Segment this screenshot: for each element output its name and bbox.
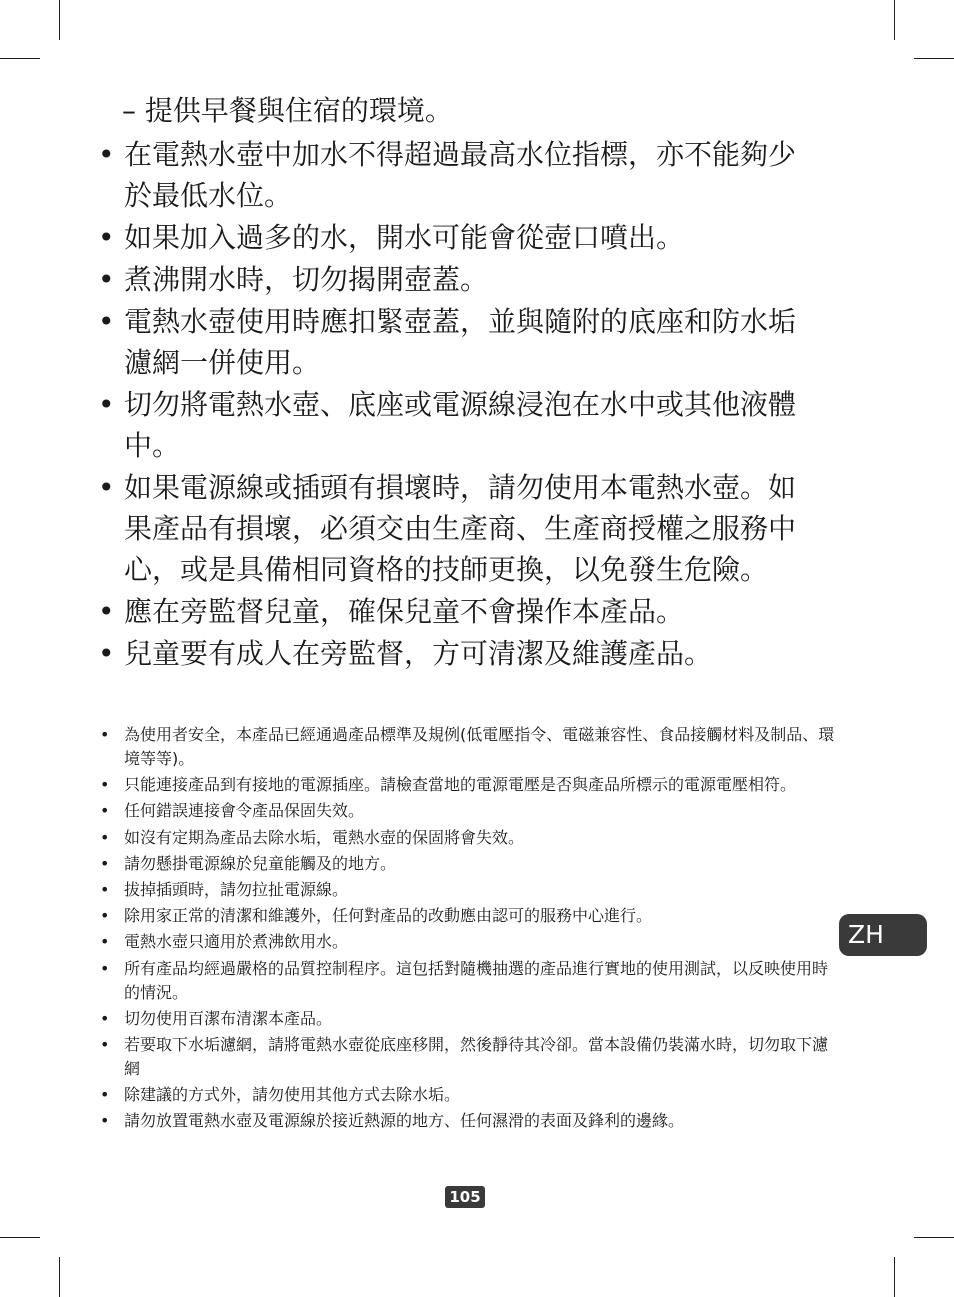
list-item: • 在電熱水壺中加水不得超過最高水位指標，亦不能夠少於最低水位。 — [96, 134, 816, 216]
list-item: • 拔掉插頭時，請勿拉扯電源線。 — [96, 878, 836, 902]
list-item: • 若要取下水垢濾網，請將電熱水壺從底座移開，然後靜待其冷卻。當本設備仍裝滿水時，切勿取下濾網 — [96, 1033, 836, 1081]
list-item: • 切勿使用百潔布清潔本產品。 — [96, 1007, 836, 1031]
list-item: • 兒童要有成人在旁監督，方可清潔及維護產品。 — [96, 633, 816, 674]
crop-mark — [0, 1237, 40, 1238]
small-safety-list — [96, 723, 836, 1135]
crop-mark — [0, 58, 40, 59]
crop-mark — [914, 58, 954, 59]
crop-mark — [59, 0, 60, 40]
page-number: 105 — [445, 1186, 485, 1208]
list-item: • 應在旁監督兒童，確保兒童不會操作本產品。 — [96, 591, 816, 632]
list-item: • 煮沸開水時，切勿揭開壺蓋。 — [96, 259, 816, 300]
crop-mark — [894, 1257, 895, 1297]
list-item: • 任何錯誤連接會令產品保固失效。 — [96, 799, 836, 823]
list-item: • 如沒有定期為產品去除水垢，電熱水壺的保固將會失效。 — [96, 826, 836, 850]
list-item: • 電熱水壺使用時應扣緊壺蓋，並與隨附的底座和防水垢濾網一併使用。 — [96, 301, 816, 383]
list-item: • 除用家正常的清潔和維護外，任何對產品的改動應由認可的服務中心進行。 — [96, 904, 836, 928]
list-item: • 如果加入過多的水，開水可能會從壺口噴出。 — [96, 217, 816, 258]
crop-mark — [914, 1237, 954, 1238]
list-item: • 請勿懸掛電源線於兒童能觸及的地方。 — [96, 852, 836, 876]
list-item: • 所有產品均經過嚴格的品質控制程序。這包括對隨機抽選的產品進行實地的使用測試，以反映使用時的情況。 — [96, 957, 836, 1005]
list-item: • 只能連接產品到有接地的電源插座。請檢查當地的電源電壓是否與產品所標示的電源電壓相符。 — [96, 773, 836, 797]
list-item: • 除建議的方式外，請勿使用其他方式去除水垢。 — [96, 1083, 836, 1107]
crop-mark — [59, 1257, 60, 1297]
list-item: • 切勿將電熱水壺、底座或電源線浸泡在水中或其他液體中。 — [96, 384, 816, 466]
large-safety-list — [96, 134, 816, 675]
list-item: • 為使用者安全，本產品已經通過產品標準及規例(低電壓指令、電磁兼容性、食品接觸材料及制品、環境等等)。 — [96, 723, 836, 771]
list-item: • 電熱水壺只適用於煮沸飲用水。 — [96, 930, 836, 954]
crop-mark — [894, 0, 895, 40]
list-item: • 如果電源線或插頭有損壞時，請勿使用本電熱水壺。如果產品有損壞，必須交由生產商、生產商授權之服務中心，或是具備相同資格的技師更換，以免發生危險。 — [96, 467, 816, 590]
language-tab: ZH — [839, 914, 927, 956]
list-item: • 請勿放置電熱水壺及電源線於接近熱源的地方、任何濕滑的表面及鋒利的邊緣。 — [96, 1109, 836, 1133]
intro-line: – 提供早餐與住宿的環境。 — [122, 94, 453, 127]
